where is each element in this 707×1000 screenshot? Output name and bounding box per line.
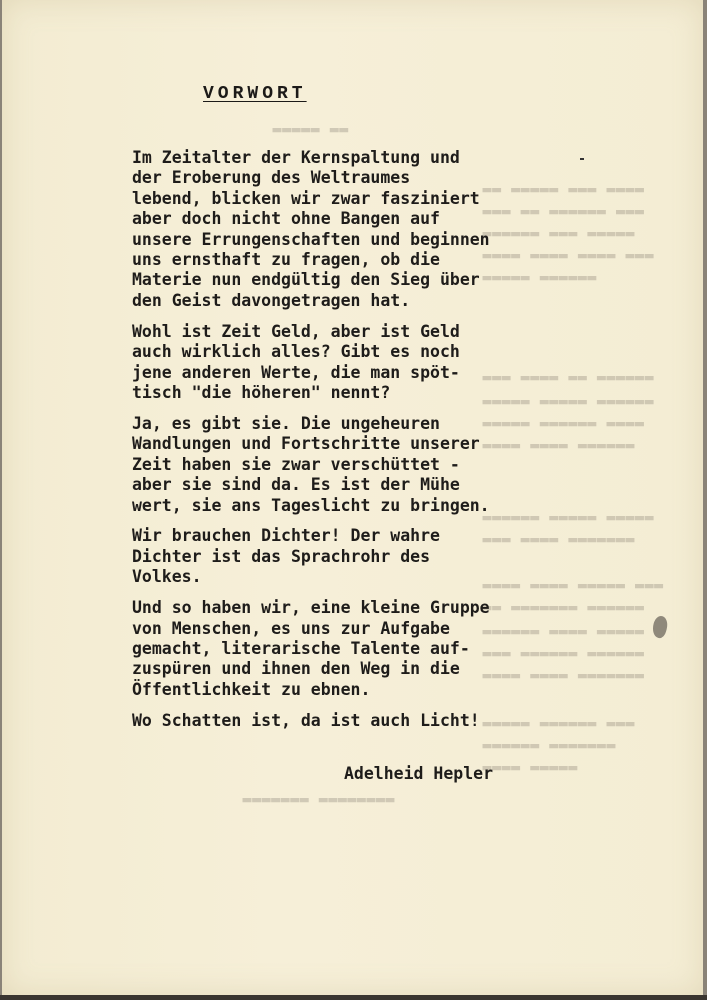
bleed-line: ▬▬▬▬▬▬▬▬ ▬▬▬▬▬▬▬ bbox=[242, 790, 395, 808]
bleed-line: ▬▬▬▬▬▬ ▬▬▬▬▬ bbox=[482, 268, 597, 286]
page-title: VORWORT bbox=[203, 84, 307, 104]
text-line: Wo Schatten ist, da ist auch Licht! bbox=[132, 710, 480, 730]
text-line: aber sie sind da. Es ist der Mühe bbox=[132, 475, 460, 495]
text-line: Materie nun endgültig den Sieg über bbox=[132, 270, 480, 290]
text-line: Ja, es gibt sie. Die ungeheuren bbox=[132, 413, 440, 433]
bleed-line: ▬▬▬▬▬▬▬ ▬▬▬▬ ▬▬▬ bbox=[482, 530, 635, 548]
text-line: Zeit haben sie zwar verschüttet - bbox=[132, 454, 460, 474]
preface-body bbox=[132, 148, 612, 742]
text-line: lebend, blicken wir zwar fasziniert bbox=[132, 188, 480, 208]
text-line: Öffentlichkeit zu ebnen. bbox=[132, 679, 371, 699]
bleed-line: ▬▬▬▬▬▬ ▬▬▬▬▬▬▬ ▬▬ bbox=[482, 598, 645, 616]
text-line: Im Zeitalter der Kernspaltung und bbox=[132, 148, 460, 167]
stray-mark bbox=[580, 158, 584, 160]
paragraph bbox=[132, 526, 612, 587]
text-line: der Eroberung des Weltraumes bbox=[132, 168, 411, 188]
paragraph bbox=[132, 711, 612, 731]
bleed-line: ▬▬▬▬ ▬▬▬ ▬▬▬▬▬ ▬▬ bbox=[482, 180, 645, 198]
author-signature: Adelheid Hepler bbox=[344, 764, 494, 783]
bleed-line: ▬▬▬▬▬▬▬ ▬▬▬▬▬▬ bbox=[482, 736, 616, 754]
text-line: aber doch nicht ohne Bangen auf bbox=[132, 209, 440, 229]
text-line: Wohl ist Zeit Geld, aber ist Geld bbox=[132, 321, 460, 341]
bleed-line: ▬▬▬ ▬▬▬▬▬▬ ▬▬ ▬▬▬ bbox=[482, 202, 645, 220]
text-line: Wir brauchen Dichter! Der wahre bbox=[132, 526, 440, 546]
paragraph bbox=[132, 414, 612, 516]
bleed-line: ▬▬▬ ▬▬▬▬ ▬▬▬▬ ▬▬▬▬ bbox=[482, 246, 654, 264]
bleed-line: ▬▬▬ ▬▬▬▬▬▬ ▬▬▬▬▬ bbox=[482, 714, 635, 732]
document-page bbox=[2, 0, 703, 995]
bleed-line: ▬▬▬▬▬ ▬▬▬▬ bbox=[482, 758, 578, 776]
text-line: gemacht, literarische Talente auf- bbox=[132, 638, 470, 658]
text-line: Und so haben wir, eine kleine Gruppe bbox=[132, 598, 490, 618]
bleed-line: ▬▬ ▬▬▬▬▬ bbox=[272, 120, 349, 138]
text-line: uns ernsthaft zu fragen, ob die bbox=[132, 250, 440, 270]
bleed-line: ▬▬▬▬▬▬ ▬▬▬▬▬▬ ▬▬▬ bbox=[482, 644, 645, 662]
bleed-line: ▬▬▬▬▬▬ ▬▬ ▬▬▬▬ ▬▬▬ bbox=[482, 368, 654, 386]
text-line: Volkes. bbox=[132, 567, 202, 587]
bleed-line: ▬▬▬▬▬ ▬▬▬ ▬▬▬▬▬▬ bbox=[482, 224, 635, 242]
text-line: Wandlungen und Fortschritte unserer bbox=[132, 434, 480, 454]
ink-stain bbox=[650, 615, 669, 640]
text-line: von Menschen, es uns zur Aufgabe bbox=[132, 618, 450, 638]
bleed-line: ▬▬▬▬ ▬▬▬▬▬▬ ▬▬▬▬▬ bbox=[482, 414, 645, 432]
text-line: auch wirklich alles? Gibt es noch bbox=[132, 342, 460, 362]
paragraph bbox=[132, 598, 612, 700]
text-line: tisch "die höheren" nennt? bbox=[132, 382, 391, 402]
bleed-line: ▬▬▬▬▬▬ ▬▬▬▬ ▬▬▬▬ bbox=[482, 436, 635, 454]
text-line: Dichter ist das Sprachrohr des bbox=[132, 546, 431, 566]
text-line: unsere Errungenschaften und beginnen bbox=[132, 229, 490, 249]
bleed-line: ▬▬▬▬▬▬ ▬▬▬▬▬ ▬▬▬▬▬ bbox=[482, 392, 654, 410]
text-line: den Geist davongetragen hat. bbox=[132, 290, 411, 310]
bleed-line: ▬▬▬▬▬ ▬▬▬▬ ▬▬▬▬▬▬ bbox=[482, 622, 645, 640]
paragraph bbox=[132, 322, 612, 404]
bleed-line: ▬▬▬▬▬ ▬▬▬▬▬ ▬▬▬▬▬▬ bbox=[482, 508, 654, 526]
text-line: zuspüren und ihnen den Weg in die bbox=[132, 659, 460, 679]
bleed-line: ▬▬▬ ▬▬▬▬▬ ▬▬▬▬ ▬▬▬▬ bbox=[482, 576, 664, 594]
text-line: jene anderen Werte, die man spöt- bbox=[132, 362, 460, 382]
text-line: wert, sie ans Tageslicht zu bringen. bbox=[132, 495, 490, 515]
page-bottom-edge bbox=[0, 995, 707, 1000]
bleed-line: ▬▬▬▬▬▬▬ ▬▬▬▬ ▬▬▬▬ bbox=[482, 666, 645, 684]
paragraph bbox=[132, 148, 612, 311]
